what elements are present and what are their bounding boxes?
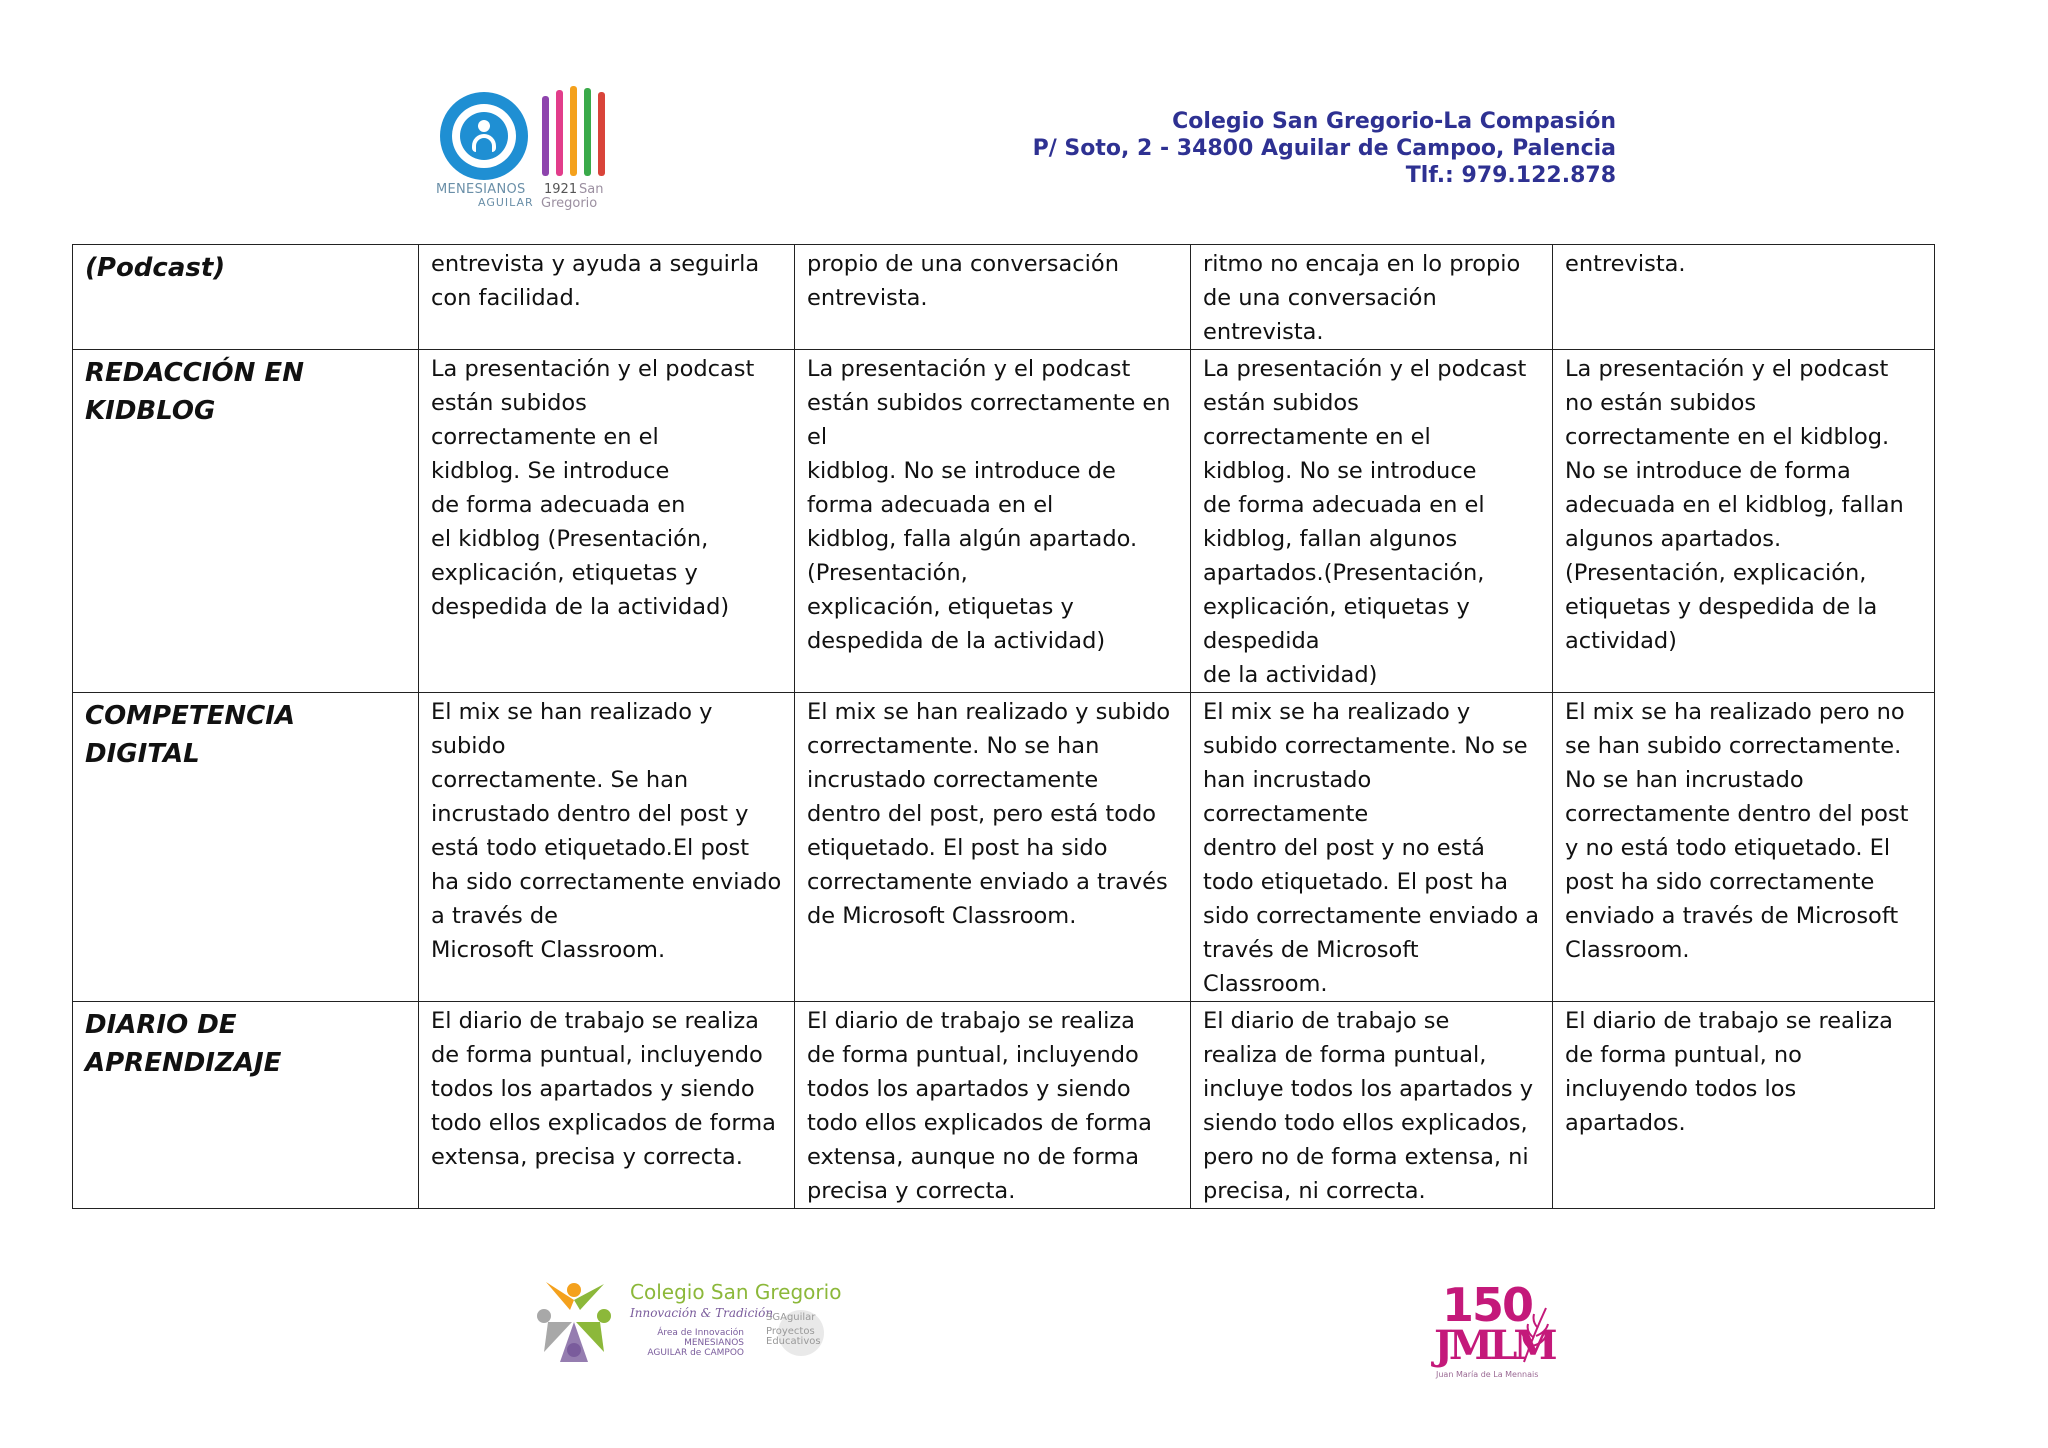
logo-bar-red bbox=[598, 92, 605, 176]
criterion-cell: DIARIO DE APRENDIZAJE bbox=[73, 1002, 419, 1209]
logo-caption-san: San bbox=[579, 182, 604, 197]
table-cell: El diario de trabajo se realiza de forma puntual, incluyendo todos los apartados y siendo todo ellos explicados de forma extensa, aunque no de forma precisa y correcta. bbox=[795, 1002, 1191, 1209]
school-info bbox=[1033, 108, 1616, 189]
table-cell: entrevista. bbox=[1553, 245, 1935, 350]
sg-badge-text-3: Educativos bbox=[766, 1336, 821, 1347]
table-cell: El mix se ha realizado y subido correctamente. No se han incrustado correctamente dentro del post y no está todo etiquetado. El post ha sido correctamente enviado a través de Microsoft Classroom. bbox=[1191, 693, 1553, 1002]
table-cell: El diario de trabajo se realiza de forma puntual, incluyendo todos los apartados y siendo todo ellos explicados de forma extensa, precisa y correcta. bbox=[419, 1002, 795, 1209]
logo-bar-green bbox=[584, 88, 591, 176]
criterion-cell: REDACCIÓN EN KIDBLOG bbox=[73, 350, 419, 693]
sg-logo-small-2: MENESIANOS bbox=[684, 1338, 744, 1348]
palm-leaf-icon bbox=[1520, 1304, 1550, 1364]
jmlm-name: Juan María de La Mennais bbox=[1436, 1370, 1539, 1379]
table-cell: El mix se ha realizado pero no se han subido correctamente. No se han incrustado correctamente dentro del post y no está todo etiquetado. El post ha sido correctamente enviado a través de Microsoft Classroom. bbox=[1553, 693, 1935, 1002]
rubric-table bbox=[72, 244, 1935, 1209]
school-address: P/ Soto, 2 - 34800 Aguilar de Campoo, Palencia bbox=[1032, 136, 1616, 161]
logo-bar-purple bbox=[542, 96, 549, 176]
table-row bbox=[73, 693, 1935, 1002]
logo-figure-head bbox=[478, 120, 490, 132]
logo-caption-year: 1921 bbox=[544, 182, 578, 197]
table-row bbox=[73, 1002, 1935, 1209]
logo-bar-orange bbox=[570, 86, 577, 176]
logo-caption-gregorio: Gregorio bbox=[541, 196, 598, 211]
menesianos-logo bbox=[436, 84, 616, 214]
logo-caption-aguilar: AGUILAR bbox=[478, 196, 534, 209]
table-cell: ritmo no encaja en lo propio de una conversación entrevista. bbox=[1191, 245, 1553, 350]
anniversary-number: 150 bbox=[1442, 1278, 1533, 1332]
sg-logo-small-3: AGUILAR de CAMPOO bbox=[647, 1348, 744, 1358]
people-star-icon bbox=[534, 1276, 614, 1362]
sg-badge-text-2: Proyectos bbox=[766, 1326, 815, 1337]
logo-figure-body bbox=[472, 134, 496, 152]
criterion-cell: COMPETENCIA DIGITAL bbox=[73, 693, 419, 1002]
table-cell: El mix se han realizado y subido correctamente. No se han incrustado correctamente dentro del post, pero está todo etiquetado. El post ha sido correctamente enviado a través de Microsoft Classroom. bbox=[795, 693, 1191, 1002]
table-cell: El diario de trabajo se realiza de forma puntual, incluye todos los apartados y siendo todo ellos explicados, pero no de forma extensa, ni precisa, ni correcta. bbox=[1191, 1002, 1553, 1209]
logo-caption-menesianos: MENESIANOS bbox=[436, 182, 526, 197]
jmlm-letters: JMLM bbox=[1434, 1322, 1554, 1369]
table-cell: entrevista y ayuda a seguirla con facilidad. bbox=[419, 245, 795, 350]
table-cell: El mix se han realizado y subido correctamente. Se han incrustado dentro del post y está todo etiquetado.El post ha sido correctamente enviado a través de Microsoft Classroom. bbox=[419, 693, 795, 1002]
criterion-cell: (Podcast) bbox=[73, 245, 419, 350]
table-cell: El diario de trabajo se realiza de forma puntual, no incluyendo todos los apartados. bbox=[1553, 1002, 1935, 1209]
jmlm-150-logo bbox=[1430, 1278, 1554, 1382]
san-gregorio-logo bbox=[534, 1276, 842, 1366]
school-phone: Tlf.: 979.122.878 bbox=[1405, 163, 1616, 188]
sg-badge-text-1: SGAguilar bbox=[766, 1312, 816, 1323]
sg-logo-title: Colegio San Gregorio bbox=[630, 1280, 842, 1304]
table-row bbox=[73, 245, 1935, 350]
sg-logo-small-1: Área de Innovación bbox=[657, 1328, 744, 1338]
table-cell: La presentación y el podcast están subidos correctamente en el kidblog. No se introduce de forma adecuada en el kidblog, fallan algunos apartados.(Presentación, explicación, etiquetas y despedida de la actividad) bbox=[1191, 350, 1553, 693]
table-row bbox=[73, 350, 1935, 693]
table-cell: La presentación y el podcast no están subidos correctamente en el kidblog. No se introduce de forma adecuada en el kidblog, fallan algunos apartados. (Presentación, explicación, etiquetas y despedida de la actividad) bbox=[1553, 350, 1935, 693]
sg-logo-subtitle: Innovación & Tradición bbox=[630, 1306, 774, 1320]
logo-bar-pink bbox=[556, 90, 563, 176]
table-cell: La presentación y el podcast están subidos correctamente en el kidblog. No se introduce de forma adecuada en el kidblog, falla algún apartado. (Presentación, explicación, etiquetas y despedida de la actividad) bbox=[795, 350, 1191, 693]
table-cell: propio de una conversación entrevista. bbox=[795, 245, 1191, 350]
school-name: Colegio San Gregorio-La Compasión bbox=[1172, 109, 1616, 134]
table-cell: La presentación y el podcast están subidos correctamente en el kidblog. Se introduce de forma adecuada en el kidblog (Presentación, explicación, etiquetas y despedida de la actividad) bbox=[419, 350, 795, 693]
